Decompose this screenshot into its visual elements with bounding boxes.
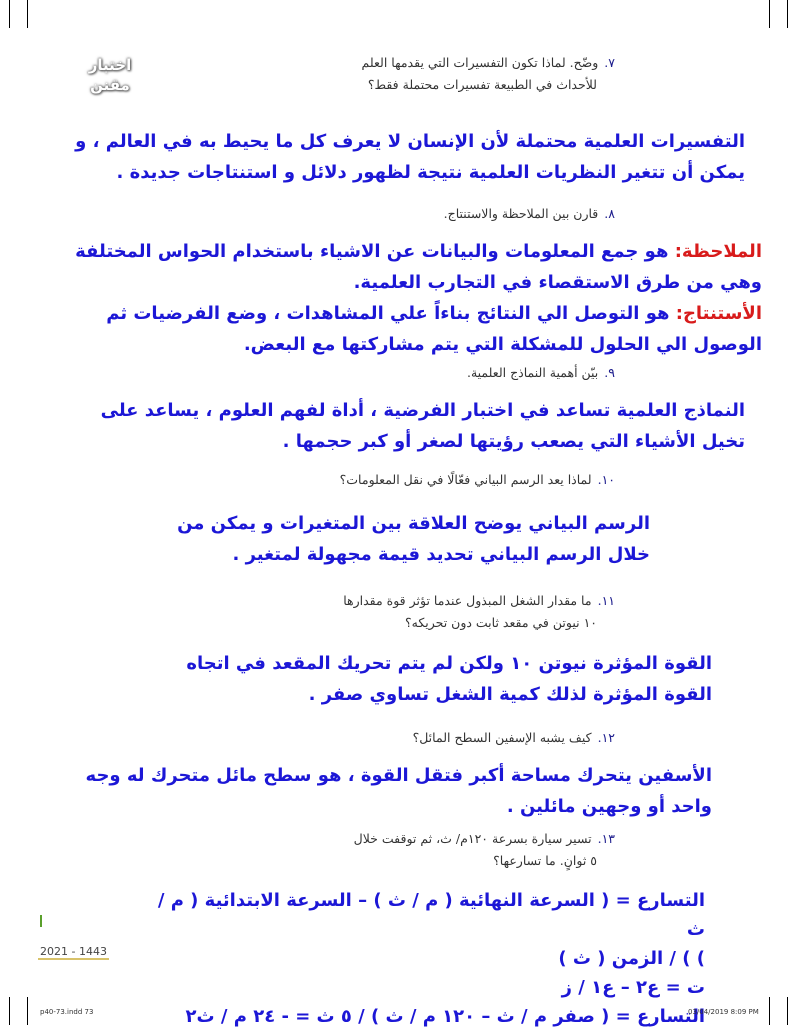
crop-mark	[9, 0, 10, 28]
answer-8	[27, 236, 762, 360]
question-text: قارن بين الملاحظة والاستنتاج.	[443, 206, 599, 221]
file-name: p40-73.indd 73	[40, 1008, 94, 1016]
answer-10	[90, 508, 650, 570]
answer-line: خلال الرسم البياني تحديد قيمة مجهولة لمتغير .	[232, 544, 650, 565]
page-number: 2021 - 1443	[40, 945, 107, 958]
answer-11	[92, 648, 712, 710]
answer-line: الرسم البياني يوضح العلاقة بين المتغيرات و يمكن من	[177, 513, 650, 534]
badge-line-1: اختبار	[88, 56, 132, 74]
crop-mark	[787, 997, 788, 1025]
question-number: ١٠.	[597, 472, 615, 487]
question-number: ٩.	[604, 365, 615, 380]
crop-mark	[787, 0, 788, 28]
answer-line: القوة المؤثرة لذلك كمية الشغل تساوي صفر .	[308, 684, 712, 705]
answer-line: هو جمع المعلومات والبيانات عن الاشياء باستخدام الحواس المختلفة	[75, 241, 669, 262]
answer-line: الأسفين يتحرك مساحة أكبر فتقل القوة ، هو سطح مائل متحرك له وجه	[85, 765, 712, 786]
answer-line: التفسيرات العلمية محتملة لأن الإنسان لا يعرف كل ما يحيط به في العالم ، و	[75, 131, 745, 152]
question-text: تسير سيارة بسرعة ١٢٠م/ ث، ثم توقفت خلال	[353, 831, 592, 846]
question-number: ١٢.	[597, 730, 615, 745]
answer-9	[35, 395, 745, 457]
question-number: ١٣.	[597, 831, 615, 846]
question-text: بيّن أهمية النماذج العلمية.	[466, 365, 599, 380]
answer-line: النماذج العلمية تساعد في اختبار الفرضية ، أداة لفهم العلوم ، يساعد على	[100, 400, 745, 421]
observation-label: الملاحظة:	[674, 241, 762, 262]
question-8	[115, 203, 615, 225]
question-text: ٥ ثوانٍ. ما تسارعها؟	[493, 853, 597, 868]
question-text: ما مقدار الشغل المبذول عندما تؤثر قوة مقدارها	[343, 593, 592, 608]
question-text: ١٠ نيوتن في مقعد ثابت دون تحريكه؟	[405, 615, 597, 630]
answer-line: القوة المؤثرة نيوتن ١٠ ولكن لم يتم تحريك المقعد في اتجاه	[186, 653, 712, 674]
inference-label: الأستنتاج:	[675, 303, 762, 324]
answer-line: وهي من طرق الاستقصاء في التجارب العلمية.	[353, 272, 762, 293]
question-9	[115, 362, 615, 384]
answer-line: هو التوصل الي النتائج بناءاً علي المشاهدات ، وضع الفرضيات ثم	[106, 303, 670, 324]
crop-mark	[769, 0, 770, 28]
answer-line: ) ) / الزمن ( ث )	[558, 948, 705, 969]
badge-line-2: مقنن	[90, 76, 130, 94]
answer-line: تخيل الأشياء التي يصعب رؤيتها لصغر أو كبر حجمها .	[282, 431, 745, 452]
answer-line: التسارع = ( السرعة النهائية ( م / ث ) – السرعة الابتدائية ( م / ث	[157, 890, 705, 940]
question-number: ١١.	[597, 593, 615, 608]
crop-mark	[769, 997, 770, 1025]
answer-7	[35, 126, 745, 188]
answer-line: ت = ع٢ – ع١ / ز	[561, 977, 705, 998]
question-text: كيف يشبه الإسفين السطح المائل؟	[412, 730, 592, 745]
answer-line: التسارع = ( صفر م / ث – ١٢٠ م / ث ) / ٥ ث = - ٢٤ م / ث٢	[185, 1006, 705, 1027]
question-12	[115, 727, 615, 749]
question-text: لماذا يعد الرسم البياني فعّالًا في نقل المعلومات؟	[339, 472, 592, 487]
print-date: 03/04/2019 8:09 PM	[688, 1008, 759, 1016]
answer-line: الوصول الي الحلول للمشكلة التي يتم مشاركتها مع البعض.	[243, 334, 762, 355]
crop-mark	[9, 997, 10, 1025]
answer-13	[145, 886, 705, 1031]
crop-mark	[27, 997, 28, 1025]
question-number: ٧.	[604, 55, 615, 70]
question-text: للأحداث في الطبيعة تفسيرات محتملة فقط؟	[367, 77, 597, 92]
crop-mark	[27, 0, 28, 28]
sidebar-mark	[40, 915, 42, 927]
question-number: ٨.	[604, 206, 615, 221]
question-text: وضّح. لماذا تكون التفسيرات التي يقدمها العلم	[361, 55, 599, 70]
answer-12	[72, 760, 712, 822]
question-7	[115, 52, 615, 96]
question-11	[115, 590, 615, 634]
question-10	[115, 469, 615, 491]
question-13	[115, 828, 615, 872]
answer-line: واحد أو وجهين مائلين .	[506, 796, 712, 817]
answer-line: يمكن أن تتغير النظريات العلمية نتيجة لظهور دلائل و استنتاجات جديدة .	[116, 162, 745, 183]
